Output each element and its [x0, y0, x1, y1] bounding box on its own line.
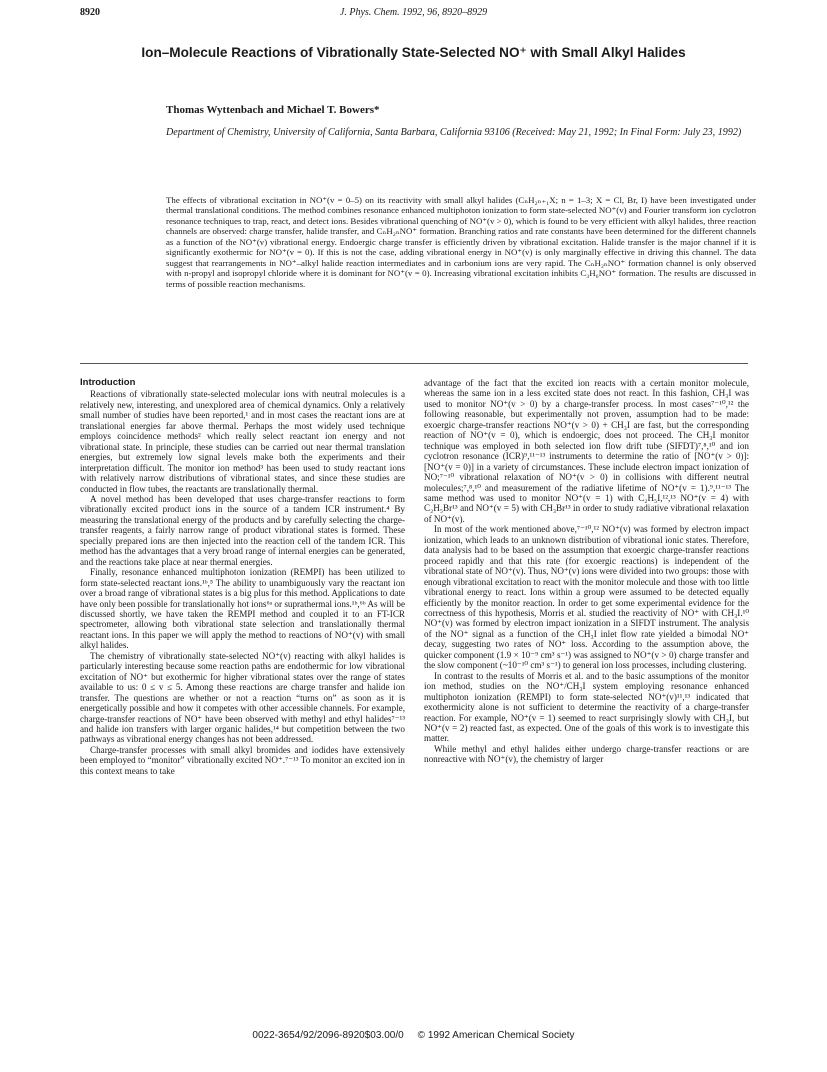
paragraph: advantage of the fact that the excited ion reacts with a certain monitor molecule, whereas the same ion in a less excited state does not react. In this fashion, CH₃I was used to monitor NO⁺(v > 0) by a charge-transfer process. In most cases⁷⁻¹⁰,¹² the following reasonable, but experimentally not proven, assumption had to be made: exoergic charge-transfer reactions NO⁺(v > 0) + CH₃I are fast, but the corresponding reaction of NO⁺(v = 0), which is endoergic, does not proceed. The CH₃I monitor technique was employed in both selected ion flow drift tube (SIFDT)⁷,⁸,¹⁰ and ion cyclotron resonance (ICR)⁹,¹¹⁻¹³ instruments to determine the ratio of [NO⁺(v > 0)]:[NO⁺(v = 0)] in a variety of circumstances. These include electron impact ionization of NO;⁷⁻¹⁰ vibrational relaxation of NO⁺(v > 0) in collisions with different neutral molecules;⁷,⁸,¹⁰ and measurement of the radiative lifetime of NO⁺(v = 1).⁹,¹¹⁻¹³ The same method was used to monitor NO⁺(v = 1) with C₂H₅I,¹²,¹³ NO⁺(v = 4) with C₂H₅Br¹³ and NO⁺(v = 5) with CH₃Br¹³ in order to study radiative vibrational relaxation of NO⁺(v). — [424, 378, 749, 524]
article-title: Ion–Molecule Reactions of Vibrationally State-Selected NO⁺ with Small Alkyl Halides — [141, 45, 686, 60]
article-authors: Thomas Wyttenbach and Michael T. Bowers* — [166, 104, 380, 116]
copyright-notice: © 1992 American Chemical Society — [417, 1030, 575, 1041]
paragraph: While methyl and ethyl halides either undergo charge-transfer reactions or are nonreactive with NO⁺(v), the chemistry of larger — [424, 743, 749, 765]
journal-code: 0022-3654/92/2096-8920$03.00/0 — [252, 1030, 404, 1041]
paragraph: The chemistry of vibrationally state-selected NO⁺(v) reacting with alkyl halides is particularly interesting because some reaction paths are endothermic for low vibrational excitation of NO⁺ but exothermic for higher vibrational states over the range of states available to us: 0 ≤ v ≤ 5. Among these reactions are charge transfer and halide ion transfer. The questions are whether or not a reaction “turns on” as soon as it is energetically possible and how it competes with other accessible channels. For example, charge-transfer reactions of NO⁺ have been observed with methyl and ethyl halides⁷⁻¹³ and halide ion transfers with larger organic halides,¹⁴ but competition between the two pathways as vibrational energy changes has not been addressed. — [80, 650, 405, 745]
paragraph: Charge-transfer processes with small alkyl bromides and iodides have extensively been employed to “monitor” vibrationally excited NO⁺.⁷⁻¹³ To monitor an excited ion in this context means to take — [80, 744, 405, 776]
section-heading: Introduction — [80, 377, 136, 388]
paragraph: In most of the work mentioned above,⁷⁻¹⁰,¹² NO⁺(v) was formed by electron impact ionization, which leads to an unknown distribution of vibrational ionic states. Therefore, data analysis had to be based on the assumption that exoergic charge-transfer reactions proceed rapidly and that this rate (for exoergic reactions) is independent of the vibrational state of NO⁺(v). Thus, NO⁺(v) ions were divided into two groups: those with enough vibrational excitation to react with the monitor molecule and those with too little vibrational energy to react. Ions within a group were assumed to be detected equally efficiently by the monitor reaction. In order to get some experimental evidence for the correctness of this hypothesis, Morris et al. studied the reactivity of NO⁺ with CH₃I.¹⁰ NO⁺(v) was formed by electron impact ionization in a SIFDT instrument. The analysis of the NO⁺ signal as a function of the CH₃I inlet flow rate yielded a bimodal NO⁺ decay, suggesting two rates of NO⁺ loss. According to the assumption above, the quicker component (1.9 × 10⁻⁹ cm³ s⁻¹) was assigned to NO⁺(v > 0) charge transfer and the slow component (~10⁻¹⁰ cm³ s⁻¹) to general ion loss processes, including clustering. — [424, 524, 749, 671]
left-column — [80, 378, 405, 776]
right-column — [424, 378, 749, 765]
paragraph: Finally, resonance enhanced multiphoton ionization (REMPI) has been utilized to form state-selected reactant ions.¹ᵇ,⁵ The ability to unambiguously vary the reactant ion over a broad range of vibrational states is a big plus for this method. Applications to date have only been possible for translationally hot ions⁶ᵃ or suprathermal ions.¹ᵇ,⁶ᵇ As will be discussed shortly, we have taken the REMPI method and coupled it to an FT-ICR spectrometer, allowing both vibrational state selection and translationally thermal reactant ions. In this paper we will apply the method to reactions of NO⁺(v) with small alkyl halides. — [80, 567, 405, 651]
section-divider — [80, 363, 748, 364]
page-number: 8920 — [80, 7, 100, 18]
abstract: The effects of vibrational excitation in NO⁺(v = 0–5) on its reactivity with small alkyl halides (CₙH₂ₙ₊₁X; n = 1–3; X = Cl, Br, I) have been investigated under thermal translational conditions. The method combines resonance enhanced multiphoton ionization to form state-selected NO⁺(v) and Fourier transform ion cyclotron resonance techniques to trap, react, and detect ions. Besides vibrational quenching of NO⁺(v > 0), which is found to be very efficient with alkyl halides, three reaction channels are observed: charge transfer, halide transfer, and CₙH₂ₙNO⁺ formation. Branching ratios and rate constants have been determined for the different channels as a function of the NO⁺(v) vibrational energy. Endoergic charge transfer is efficiently driven by vibrational excitation. Halide transfer is the major channel if it is significantly exothermic for NO⁺(v = 0). If this is not the case, adding vibrational energy in NO⁺(v) is only marginally effective in driving this channel. The data suggest that rearrangements in NO⁺–alkyl halide reaction intermediates and in carbonium ions are very rapid. The CₙH₂ₙNO⁺ formation channel is only observed with n-propyl and isopropyl chloride where it is dominant for NO⁺(v = 0). Increasing vibrational excitation inhibits C₃H₆NO⁺ formation. The results are discussed in terms of possible reaction mechanisms. — [166, 195, 756, 289]
paragraph: In contrast to the results of Morris et al. and to the basic assumptions of the monitor ion method, studies on the NO⁺/CH₃I system employing resonance enhanced multiphoton ionization (REMPI) to form state-selected NO⁺(v)¹¹,¹³ indicated that exothermicity alone is not sufficient to determine the reactivity of a charge-transfer reaction. For example, NO⁺(v = 1) seemed to react surprisingly slowly with CH₃I, but NO⁺(v = 2) reacted fast, as expected. One of the goals of this work is to investigate this matter. — [424, 670, 749, 744]
page-footer — [0, 1030, 827, 1041]
paragraph: Reactions of vibrationally state-selected molecular ions with neutral molecules is a relatively new, interesting, and unexplored area of chemical dynamics. Only a relatively small number of studies have been reported,¹ and in most cases the reactant ions are at translational energies far above thermal. Perhaps the most widely used technique employs coincidence methods² which really select reactant ion energy and not vibrational state. In principle, these studies can be carried out near thermal translation energies, but extremely low signal levels make both the experiments and their interpretation difficult. The monitor ion method³ has been used to study reactant ions with relatively narrow distributions of vibrational states, and since these studies are conducted in flow tubes, the reactants are translationally thermal. — [80, 389, 405, 494]
paragraph: A novel method has been developed that uses charge-transfer reactions to form vibrationally excited product ions in the source of a tandem ICR instrument.⁴ By measuring the translational energy of the products and by carefully selecting the charge-transfer reagents, a fairly narrow range of product vibrational states is formed. These specially prepared ions are then injected into the reaction cell of the tandem ICR. This method has the advantages that a very broad range of internal energies can be generated, and the reactions take place at near thermal energies. — [80, 493, 405, 567]
journal-citation: J. Phys. Chem. 1992, 96, 8920–8929 — [339, 7, 488, 18]
running-header — [80, 7, 747, 21]
author-affiliation: Department of Chemistry, University of California, Santa Barbara, California 93106 (Received: May 21, 1992; In Final Form: July 23, 1992) — [166, 127, 742, 138]
